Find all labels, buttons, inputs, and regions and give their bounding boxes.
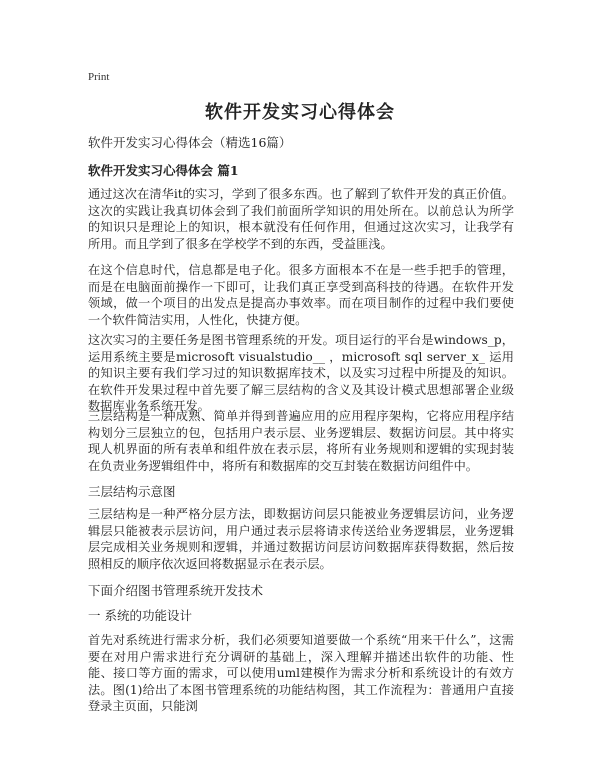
paragraph-4: 三层结构是一种成熟、简单并得到普遍应用的应用程序架构，它将应用程序结构划分三层独立的包，包括用户表示层、业务逻辑层、数据访问层。其中将实现人机界面的所有表单和组件放在表示层，将所有业务规则和逻辑的实现封装在负责业务逻辑组件中，将所有和数据库的交互封装在数据访问组件中。: [88, 409, 514, 473]
section-heading: 软件开发实习心得体会 篇1: [88, 163, 239, 178]
page-title: 软件开发实习心得体会: [205, 102, 395, 123]
diagram-caption: 三层结构示意图: [88, 484, 176, 499]
paragraph-6: 首先对系统进行需求分析，我们必须要知道要做一个系统“用来干什么”，这需要在对用户需求进行充分调研的基础上，深入理解并描述出软件的功能、性能、接口等方面的需求，可以使用uml建模作为需求分析和系统设计的有效方法。图(1)给出了本图书管理系统的功能结构图，其工作流程为：普通用户直接登录主页面，只能浏: [88, 633, 514, 713]
document-subtitle: 软件开发实习心得体会（精选16篇）: [88, 135, 292, 150]
paragraph-3: 这次实习的主要任务是图书管理系统的开发。项目运行的平台是windows_p，运用系统主要是microsoft visualstudio__ ，microsoft sql server_x_ 运用的知识主要有我们学习过的知识数据库技术，以及实习过程中所提及的知识。在软件开发果过程中首先要了解三层结构的含义及其设计模式思想部署企业级数据库业务系统开发。: [88, 333, 514, 413]
paragraph-2: 在这个信息时代，信息都是电子化。很多方面根本不在是一些手把手的管理，而是在电脑面前操作一下即可，让我们真正享受到高科技的待遇。在软件开发领域，做一个项目的出发点是提高办事效率。而在项目制作的过程中我们要使一个软件简洁实用，人性化，快捷方便。: [88, 263, 514, 327]
paragraph-5: 三层结构是一种严格分层方法，即数据访问层只能被业务逻辑层访问，业务逻辑层只能被表示层访问，用户通过表示层将请求传送给业务逻辑层，业务逻辑层完成相关业务规则和逻辑，并通过数据访问层访问数据库获得数据，然后按照相反的顺序依次返回将数据显示在表示层。: [88, 507, 514, 571]
subsection-heading: 一 系统的功能设计: [88, 608, 192, 623]
subsection-intro: 下面介绍图书管理系统开发技术: [88, 583, 264, 598]
paragraph-1: 通过这次在清华it的实习，学到了很多东西。也了解到了软件开发的真正价值。这次的实践让我真切体会到了我们前面所学知识的用处所在。以前总认为所学的知识只是理论上的知识，根本就没有任何作用，但通过这次实习，让我学有所用。而且学到了很多在学校学不到的东西，受益匪浅。: [88, 187, 514, 251]
print-label[interactable]: Print: [88, 71, 110, 83]
